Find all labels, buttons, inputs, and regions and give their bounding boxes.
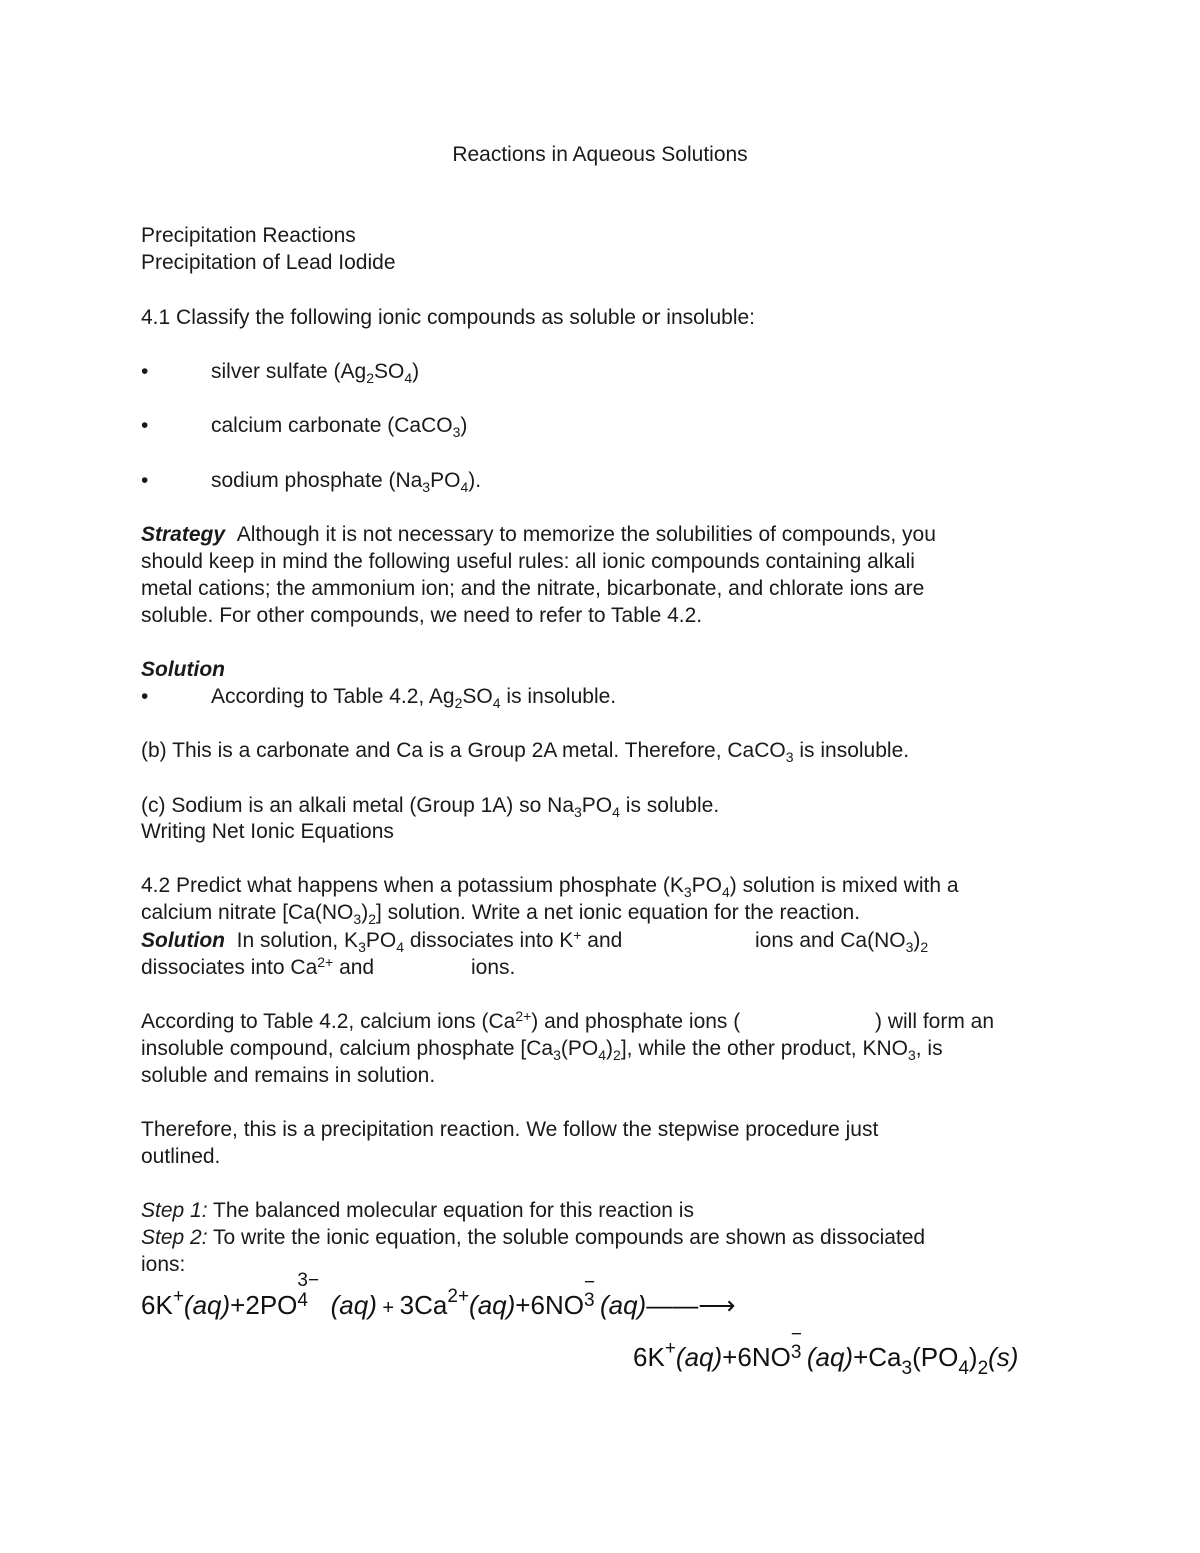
bullet: • bbox=[141, 414, 149, 437]
solution-c: (c) Sodium is an alkali metal (Group 1A) so $Na_3PO_4$ is soluble. bbox=[141, 794, 720, 820]
bullet: • bbox=[141, 469, 149, 492]
solution-4-2: Solution In solution, $K_3PO_4$ dissociates into K+ and bbox=[141, 927, 623, 955]
ionic-equation-line-1: 6K+(aq)+2PO 3− 4 $(aq) + 3Ca^{2+}(aq)+6NO$ − 3 (aq)——⟶ bbox=[141, 1270, 736, 1320]
paragraph: Therefore, this is a precipitation reaction. We follow the stepwise procedure just bbox=[141, 1118, 879, 1141]
ionic-equation-line-2: 6K+(aq)+6NO − 3 $(aq)+Ca_3(PO_4)_2(s)$ bbox=[633, 1324, 1019, 1379]
question-4-1: 4.1 Classify the following ionic compounds as soluble or insoluble: bbox=[141, 306, 756, 329]
solution-b: (b) This is a carbonate and Ca is a Group 2A metal. Therefore, CaCO$_3$ is insoluble. bbox=[141, 739, 910, 765]
section-subheading: Precipitation of Lead Iodide bbox=[141, 251, 396, 274]
reaction-arrow: ——⟶ bbox=[646, 1290, 736, 1320]
solution-label: Solution bbox=[141, 929, 225, 952]
strategy-label: Strategy bbox=[141, 523, 226, 546]
step-1: Step 1: The balanced molecular equation for this reaction is bbox=[141, 1199, 694, 1222]
section-heading: Writing Net Ionic Equations bbox=[141, 820, 394, 843]
bullet: • bbox=[141, 360, 149, 383]
step-2: Step 2: To write the ionic equation, the soluble compounds are shown as dissociated bbox=[141, 1226, 926, 1249]
strategy-paragraph: Strategy Although it is not necessary to memorize the solubilities of compounds, you bbox=[141, 523, 936, 546]
bullet: • bbox=[141, 685, 149, 708]
question-4-2: 4.2 Predict what happens when a potassium phosphate $(K_3PO_4)$ solution is mixed with a bbox=[141, 874, 959, 900]
paragraph: According to Table 4.2, calcium ions $(Ca^{2+})$ and phosphate ions ( bbox=[141, 1008, 741, 1033]
solution-label: Solution bbox=[141, 658, 225, 681]
section-heading: Precipitation Reactions bbox=[141, 224, 356, 247]
page-title: Reactions in Aqueous Solutions bbox=[452, 143, 748, 166]
